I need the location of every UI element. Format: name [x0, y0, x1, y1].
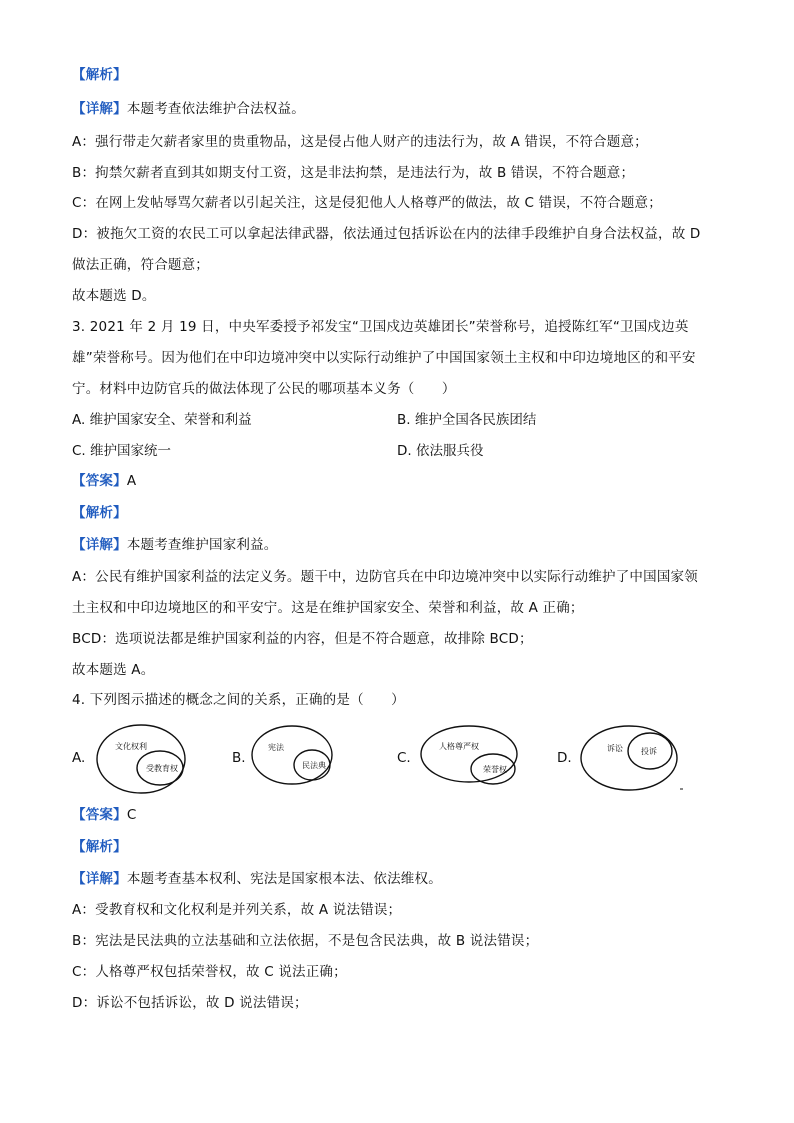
q4-diagram-c-inner-label: 荣誉权 — [483, 765, 507, 774]
q4-diagram-d-outer-label: 诉讼 — [607, 744, 623, 753]
q2-jiexi-heading: 【解析】 — [72, 67, 127, 83]
q2-line-d: D：被拖欠工资的农民工可以拿起法律武器，依法通过包括诉讼在内的法律手段维护自身合法权益，故 D — [72, 226, 701, 242]
q4-diagram-c-svg — [397, 722, 527, 796]
q3-answer-value: A — [126, 473, 137, 489]
q3-stem-2: 雄”荣誉称号。因为他们在中印边境冲突中以实际行动维护了中国国家领土主权和中印边境地区的和平安 — [72, 350, 696, 366]
q2-detail-text: 本题考查依法维护合法权益。 — [126, 101, 305, 117]
q4-diagram-b-inner-label: 民法典 — [302, 761, 326, 770]
q4-detail — [72, 870, 442, 888]
q3-option-c: C. 维护国家统一 — [72, 443, 172, 459]
q4-diagram-d-svg — [557, 722, 687, 796]
q3-answer — [72, 472, 136, 490]
q4-diagram-a-letter: A. — [72, 750, 86, 766]
q4-answer-value: C — [126, 807, 137, 823]
q2-detail — [72, 100, 305, 118]
q4-diagram-c — [397, 722, 527, 796]
q3-detail-text: 本题考查维护国家利益。 — [126, 537, 278, 553]
q4-diagram-b-outer-ellipse — [252, 726, 332, 784]
q4-diagram-b-svg — [232, 722, 362, 796]
q3-jiexi-heading: 【解析】 — [72, 505, 127, 521]
q3-stem-3: 宁。材料中边防官兵的做法体现了公民的哪项基本义务（ ） — [72, 381, 456, 397]
q4-detail-text: 本题考查基本权利、宪法是国家根本法、依法维权。 — [126, 871, 442, 887]
q4-answer — [72, 806, 136, 824]
q4-detail-tag: 【详解】 — [72, 871, 127, 887]
q4-diagram-c-letter: C. — [397, 750, 411, 766]
q4-diagram-d — [557, 722, 687, 796]
q4-line-d: D：诉讼不包括诉讼，故 D 说法错误； — [72, 995, 308, 1011]
q2-conclusion: 故本题选 D。 — [72, 288, 156, 304]
q2-line-a: A：强行带走欠薪者家里的贵重物品，这是侵占他人财产的违法行为，故 A 错误，不符合题意； — [72, 134, 648, 150]
q4-diagram-a-svg — [72, 722, 192, 796]
q4-line-a: A：受教育权和文化权利是并列关系，故 A 说法错误； — [72, 902, 402, 918]
q3-answer-tag: 【答案】 — [72, 473, 127, 489]
q4-jiexi-heading: 【解析】 — [72, 839, 127, 855]
q3-line-bcd: BCD：选项说法都是维护国家利益的内容，但是不符合题意，故排除 BCD； — [72, 631, 533, 647]
q4-diagram-c-outer-label: 人格尊严权 — [439, 742, 479, 751]
q2-detail-tag: 【详解】 — [72, 101, 127, 117]
q3-line-a-cont: 土主权和中印边境地区的和平安宁。这是在维护国家安全、荣誉和利益，故 A 正确； — [72, 600, 584, 616]
q3-conclusion: 故本题选 A。 — [72, 662, 155, 678]
q2-line-b: B：拘禁欠薪者直到其如期支付工资，这是非法拘禁，是违法行为，故 B 错误，不符合题意； — [72, 165, 635, 181]
q3-detail — [72, 536, 278, 554]
q4-diagram-a-inner-label: 受教育权 — [146, 764, 178, 773]
q4-line-b: B：宪法是民法典的立法基础和立法依据，不是包含民法典，故 B 说法错误； — [72, 933, 539, 949]
scan-mark — [680, 788, 683, 790]
q4-line-c: C：人格尊严权包括荣誉权，故 C 说法正确； — [72, 964, 347, 980]
q3-detail-tag: 【详解】 — [72, 537, 127, 553]
q3-option-b: B. 维护全国各民族团结 — [397, 412, 537, 428]
q4-stem: 4. 下列图示描述的概念之间的关系，正确的是（ ） — [72, 692, 405, 708]
q4-answer-tag: 【答案】 — [72, 807, 127, 823]
q4-diagram-b-outer-label: 宪法 — [268, 743, 284, 752]
q4-diagram-a — [72, 722, 192, 796]
q4-diagram-d-inner-label: 投诉 — [641, 747, 657, 756]
q3-stem-1: 3. 2021 年 2 月 19 日，中央军委授予祁发宝“卫国戍边英雄团长”荣誉称号，追授陈红军“卫国戍边英 — [72, 319, 689, 335]
q4-diagram-b-letter: B. — [232, 750, 246, 766]
q4-diagram-a-outer-label: 文化权利 — [115, 742, 147, 751]
q4-diagram-b — [232, 722, 362, 796]
q3-option-a: A. 维护国家安全、荣誉和利益 — [72, 412, 252, 428]
q3-option-d: D. 依法服兵役 — [397, 443, 484, 459]
q2-line-c: C：在网上发帖辱骂欠薪者以引起关注，这是侵犯他人人格尊严的做法，故 C 错误，不符合题意； — [72, 195, 662, 211]
q3-line-a: A：公民有维护国家利益的法定义务。题干中，边防官兵在中印边境冲突中以实际行动维护了中国国家领 — [72, 569, 698, 585]
q4-diagram-d-letter: D. — [557, 750, 572, 766]
q2-line-d-cont: 做法正确，符合题意； — [72, 257, 209, 273]
